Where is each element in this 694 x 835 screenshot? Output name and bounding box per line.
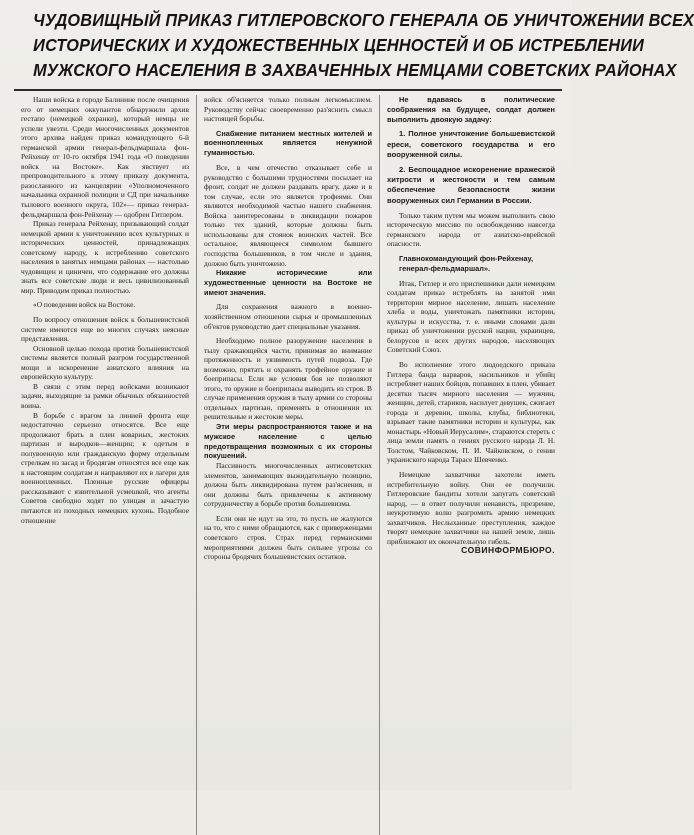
- headline-rule: [14, 89, 562, 91]
- column-2: [196, 95, 379, 835]
- paragraph: По вопросу отношения войск к большевистской системе имеются еще во многих случаях неясные представления.: [21, 315, 189, 344]
- paragraph: Немецкие захватчики захотели иметь истребительную войну. Они ее получили. Гитлеровские бандиты хотели запугать советский народ, — в ответ получили ненависть, презрение, неукротимую волю разгромить армию немецких захватчиков. Неслыханные преступления, каждое творят немецкие захватчики на нашей земле, лишь приближают их окончательную гибель.: [387, 469, 555, 546]
- headline-line-3: МУЖСКОГО НАСЕЛЕНИЯ В ЗАХВАЧЕННЫХ НЕМЦАМИ СОВЕТСКИХ РАЙОНАХ: [33, 60, 677, 80]
- column-1: [14, 95, 196, 835]
- signature-title: генерал-фельдмаршал».: [399, 263, 491, 273]
- paragraph: В связи с этим перед войсками возникают задачи, выходящие за рамки обычных обязанностей воина.: [21, 381, 189, 410]
- paragraph: Во исполнение этого людоедского приказа Гитлера банда варваров, насильников и убийц истребляет наших бойцов, попавших в плен, убивает десятки тысяч мирного населения — мужчин, женщин, детей, стариков, насилует девушек, сжигает города и деревни, школы, клубы, библиотеки, взрывает такие памятники истории и культуры, как монастырь «Новый Иерусалим», стараются стереть с лица земли память о гениях русского народа Л. Н. Толстом, Чайковском, П. И. Чайковском, о гении украинского народа Тарасе Шевченко.: [387, 359, 555, 465]
- paragraph: В борьбе с врагом за линией фронта еще недостаточно серьезно относятся. Все еще продолжают брать в плен коварных, жестоких партизан и выродков—женщин; к одетым в полувоенную или гражданскую форму отдельным стрелкам из засад и бродягам относятся все еще как к настоящим солдатам и направляют их в лагери для военнопленных. Пленные русские офицеры рассказывают с язвительной усмешкой, что агенты Советов свободно ходят по улицам и зачастую питаются из походных немецких кухонь. Подобное отношение: [21, 410, 189, 525]
- paragraph: Если они не идут на это, то пусть не жалуются на то, что с ними обращаются, как с приверженцами советского строя. Страх перед германскими мероприятиями должен быть сильнее угрозы со стороны бродячих большевистских остатков.: [204, 513, 372, 562]
- headline-line-1: ЧУДОВИЩНЫЙ ПРИКАЗ ГИТЛЕРОВСКОГО ГЕНЕРАЛА ОБ УНИЧТОЖЕНИИ ВСЕХ: [33, 10, 694, 30]
- subheading: Снабжение питанием местных жителей и военнопленных является ненужной гуманностью.: [204, 128, 372, 158]
- column-3: [379, 95, 562, 835]
- subheading: Никакие исторические или художественные ценности на Востоке не имеют значения.: [204, 268, 372, 297]
- source-credit: СОВИНФОРМБЮРО.: [461, 545, 555, 556]
- paragraph: Наши войска в городе Балинине после очищения его от немецких оккупантов обнаружили архив гестапо (немецкой охранки), который немцы не успели увезти. Среди многочисленных документов этого архива найден приказ командующего 6-й германской армии генерал-фельдмаршала фон-Рейхенау от 10-го октября 1941 года «О поведении войск на Востоке». Как явствует из препроводительного к этому приказу документа, разосланного из канцелярии «Уполномоченного начальника охранной полиции и СД при начальнике тылового военного округа, 102»— приказ генерал-фельдмаршала фон-Рейхенау — одобрен Гитлером.: [21, 95, 189, 219]
- paragraph: войск об'ясняется только полным легкомыслием. Руководству сейчас своевременно раз'яснить смысл настоящей борьбы.: [204, 95, 372, 124]
- signature: Главнокомандующий фон-Рейхенау,: [399, 254, 534, 263]
- paragraph: Приказ генерала Рейхенау, призывающий солдат немецкой армии к уничтожению всех культурных и исторических ценностей, принадлежащих советскому народу, к истреблению советского населения в занятых немцами районах — настолько чудовищен и циничен, что содержание его должны знать все советские люди и весь цивилизованный мир. Приводим приказ полностью.: [21, 219, 189, 295]
- paragraph: Только таким путем мы можем выполнить свою историческую миссию по освобождению навсегда германского народа от азиатско-еврейской опасности.: [387, 210, 555, 249]
- article-columns: [14, 95, 562, 835]
- numbered-point: 2. Беспощадное искоренение вражеской хитрости и жестокости и тем самым обеспечение безопасности жизни вооруженных сил Германии в России.: [387, 165, 555, 205]
- paragraph: Для сохранения важного в военно-хозяйственном отношении сырья и промышленных об'ектов руководство дает специальные указания.: [204, 302, 372, 331]
- subheading: Эти меры распространяются также и на мужское население с целью предотвращения возможных с их стороны покушений.: [204, 422, 372, 461]
- paragraph: Необходимо полное разоружение населения в тылу сражающейся части, принимая во внимание протяженность и уязвимость путей подвоза. Где возможно, прятать и охранять трофейное оружие и боеприпасы. Если же условия боя не позволяют этого, то оружие и боеприпасы выводить из строя. В случае применения оружия в тылу армии со стороны отдельных партизан, применять в отношении их решительные и жестокие меры.: [204, 336, 372, 422]
- order-title: «О поведении войск на Востоке.: [33, 300, 136, 310]
- headline: [33, 8, 694, 83]
- numbered-point: 1. Полное уничтожение большевистской ереси, советского государства и его вооруженной силы.: [387, 129, 555, 159]
- paragraph: Пассивность многочисленных антисоветских элементов, занимающих выжидательную позицию, должна быть ликвидирована путем раз'яснения, и они должны быть привлечены к активному сотрудничеству в борьбе против большевизма.: [204, 461, 372, 509]
- subheading: Не вдаваясь в политические соображения на будущее, солдат должен выполнить двоякую задачу:: [387, 95, 555, 124]
- headline-line-2: ИСТОРИЧЕСКИХ И ХУДОЖЕСТВЕННЫХ ЦЕННОСТЕЙ И ОБ ИСТРЕБЛЕНИИ: [33, 35, 645, 55]
- paragraph: Итак, Гитлер и его приспешники дали немецким солдатам приказ истреблять на занятой ими территории мирное население, лишать население хлеба и воды, уничтожать памятники истории, культуры и искусства, т. е. иными словами дали приказ об уничтожении русской нации, украинцев, белорусов и всех других народов, населяющих Советский Союз.: [387, 278, 555, 355]
- paragraph: Все, в чем отечество отказывает себе и руководство с большими трудностями посылает на фронт, солдат не должен раздавать врагу, даже и в том случае, если это является трофеями. Они являются необходимой частью нашего снабжения. Войска заинтересованы в ликвидации пожаров только тех зданий, которые должны быть использованы для стоянок воинских частей. Все остальное, являющееся символом бывшего господства большевиков, в том числе и здания, должно быть уничтожено.: [204, 163, 372, 268]
- paragraph: Основной целью похода против большевистской системы является полный разгром государственной мощи и искоренение азиатского влияния на европейскую культуру.: [21, 343, 189, 382]
